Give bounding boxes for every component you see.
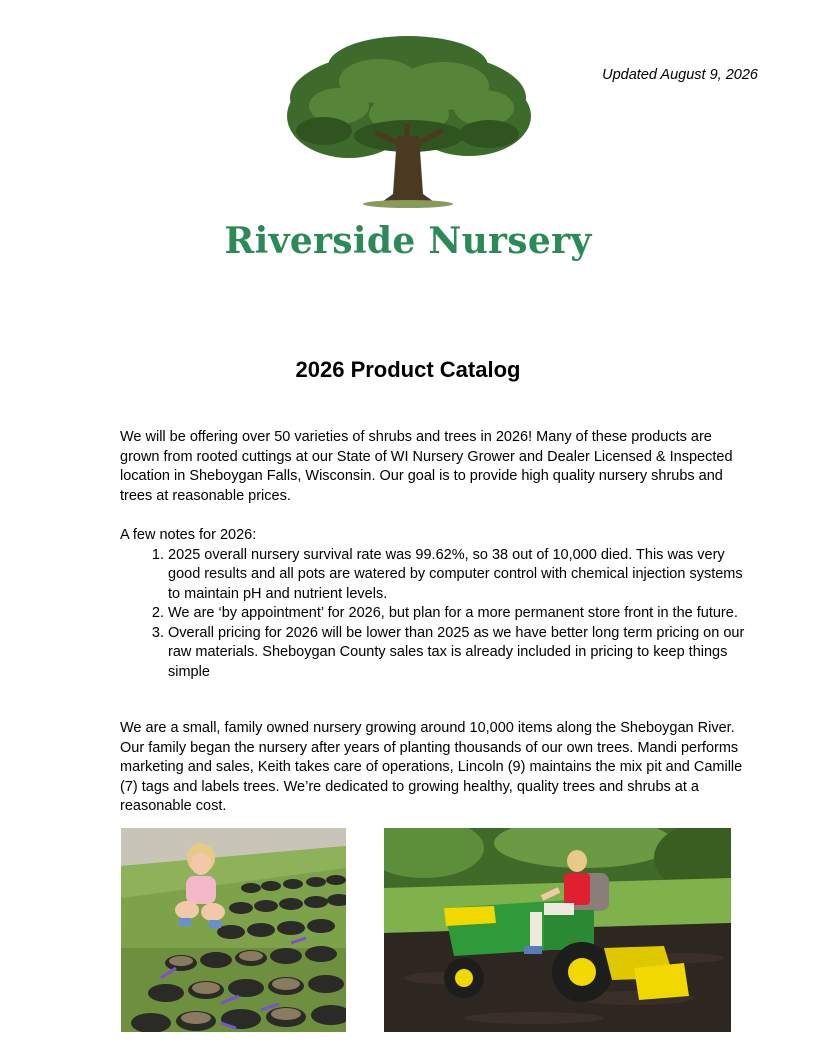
girl-with-potted-trees-photo (121, 828, 346, 1032)
family-paragraph: We are a small, family owned nursery growing around 10,000 items along the Sheboygan River. Our family began the nursery after years of planting thousands of our own trees. Mandi performs marketing and sales, Keith takes care of operations, Lincoln (9) maintains the mix pit and Camille (7) tags and labels trees. We’re dedicated to growing healthy, quality trees and shrubs at a reasonable cost. (120, 720, 743, 814)
notes-list (120, 546, 745, 683)
notes-heading: A few notes for 2026: (120, 527, 257, 543)
updated-date: Updated August 9, 2026 (602, 67, 758, 83)
intro-paragraph: We will be offering over 50 varieties of shrubs and trees in 2026! Many of these products are grown from rooted cuttings at our State of WI Nursery Grower and Dealer Licensed & Inspected location in Sheboygan Falls, Wisconsin. Our goal is to provide high quality nursery shrubs and trees at reasonable prices. (120, 429, 733, 504)
oak-tree-icon (279, 36, 537, 208)
note-item: 1. 2025 overall nursery survival rate was 99.62%, so 38 out of 10,000 died. This was very good results and all pots are watered by computer control with chemical injection systems to maintain pH and nutrient levels. (168, 546, 745, 605)
brand-name: Riverside Nursery (224, 220, 592, 262)
catalog-title: 2026 Product Catalog (295, 357, 521, 382)
boy-on-garden-tractor-photo (384, 828, 731, 1032)
notes-section (120, 526, 745, 682)
note-item: 2. We are ‘by appointment’ for 2026, but plan for a more permanent store front in the future. (168, 604, 745, 624)
note-item: 3. Overall pricing for 2026 will be lower than 2025 as we have better long term pricing on our raw materials. Sheboygan County sales tax is already included in pricing to keep things simple (168, 624, 745, 683)
